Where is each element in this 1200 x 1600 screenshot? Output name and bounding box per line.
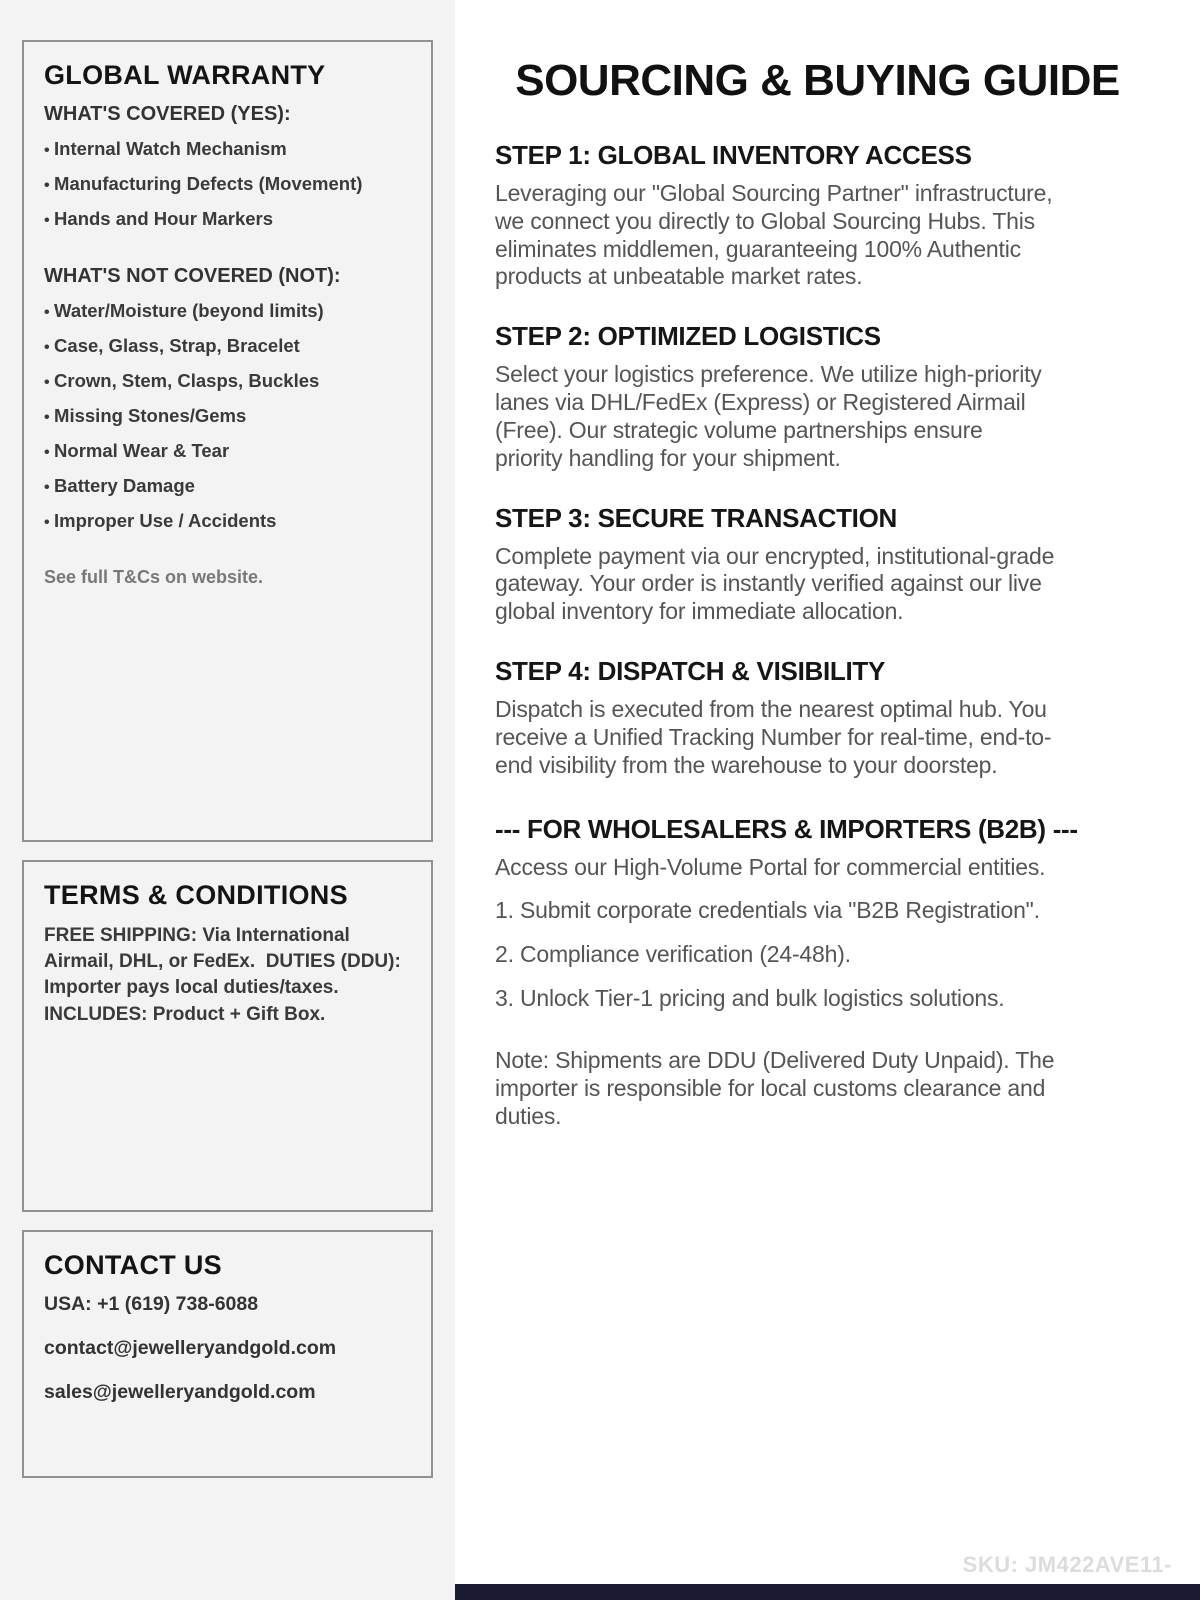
step-2-body: Select your logistics preference. We utilize high-priority lanes via DHL/FedEx (Express) or Registered Airmail (Free). Our strategic volume partnerships ensure priority handling for your shipment. <box>495 361 1042 471</box>
warranty-panel <box>22 40 433 842</box>
not-covered-subtitle: WHAT'S NOT COVERED (NOT): <box>44 265 341 287</box>
b2b-section <box>495 814 1140 1131</box>
step-1-body: Leveraging our "Global Sourcing Partner" infrastructure, we connect you directly to Global Sourcing Hubs. This eliminates middlemen, guaranteeing 100% Authentic products at unbeatable market rates. <box>495 180 1053 290</box>
list-item: • Internal Watch Mechanism <box>44 140 411 159</box>
step-4-section <box>495 656 1140 779</box>
b2b-item: 3. Unlock Tier-1 pricing and bulk logistics solutions. <box>495 985 1005 1012</box>
list-item: • Water/Moisture (beyond limits) <box>44 302 411 321</box>
step-3-body: Complete payment via our encrypted, institutional-grade gateway. Your order is instantly verified against our live global inventory for immediate allocation. <box>495 542 1055 625</box>
contact-email-primary: contact@jewelleryandgold.com <box>44 1337 337 1359</box>
contact-panel <box>22 1230 433 1478</box>
terms-title: TERMS & CONDITIONS <box>44 880 348 910</box>
b2b-intro: Access our High-Volume Portal for commercial entities. <box>495 853 1046 880</box>
step-4-body: Dispatch is executed from the nearest optimal hub. You receive a Unified Tracking Number for real-time, end-to-end visibility from the warehouse to your doorstep. <box>495 696 1052 778</box>
covered-list <box>44 140 411 229</box>
b2b-note: Note: Shipments are DDU (Delivered Duty Unpaid). The importer is responsible for local customs clearance and duties. <box>495 1046 1055 1129</box>
list-item: • Hands and Hour Markers <box>44 210 411 229</box>
contact-email-sales: sales@jewelleryandgold.com <box>44 1381 316 1403</box>
step-2-heading: STEP 2: OPTIMIZED LOGISTICS <box>495 321 881 352</box>
covered-subtitle: WHAT'S COVERED (YES): <box>44 103 291 125</box>
list-item: • Crown, Stem, Clasps, Buckles <box>44 372 411 391</box>
list-item: • Improper Use / Accidents <box>44 512 411 531</box>
page-title: SOURCING & BUYING GUIDE <box>515 56 1120 105</box>
step-4-heading: STEP 4: DISPATCH & VISIBILITY <box>495 656 886 687</box>
step-1-section <box>495 140 1140 291</box>
sidebar <box>0 0 455 1600</box>
list-item: • Case, Glass, Strap, Bracelet <box>44 337 411 356</box>
b2b-heading: --- FOR WHOLESALERS & IMPORTERS (B2B) --- <box>495 813 1078 844</box>
terms-panel <box>22 860 433 1212</box>
step-3-heading: STEP 3: SECURE TRANSACTION <box>495 502 897 533</box>
footer-bar <box>455 1584 1200 1600</box>
step-2-section <box>495 321 1140 472</box>
contact-phone: USA: +1 (619) 738-6088 <box>44 1293 259 1315</box>
step-1-heading: STEP 1: GLOBAL INVENTORY ACCESS <box>495 140 972 170</box>
terms-body: FREE SHIPPING: Via International Airmail, DHL, or FedEx. DUTIES (DDU): Importer pays local duties/taxes. INCLUDES: Product + Gift Box. <box>44 925 407 1025</box>
main-content <box>455 0 1200 1600</box>
not-covered-list <box>44 302 411 531</box>
b2b-item: 1. Submit corporate credentials via "B2B Registration". <box>495 897 1040 924</box>
list-item: • Battery Damage <box>44 477 411 496</box>
step-3-section <box>495 503 1140 626</box>
sku-label: SKU: JM422AVE11- <box>962 1552 1172 1577</box>
list-item: • Normal Wear & Tear <box>44 442 411 461</box>
warranty-footnote: See full T&Cs on website. <box>44 567 264 587</box>
warranty-title: GLOBAL WARRANTY <box>44 60 326 90</box>
contact-title: CONTACT US <box>44 1250 222 1280</box>
b2b-item: 2. Compliance verification (24-48h). <box>495 941 851 968</box>
list-item: • Missing Stones/Gems <box>44 407 411 426</box>
list-item: • Manufacturing Defects (Movement) <box>44 175 411 194</box>
